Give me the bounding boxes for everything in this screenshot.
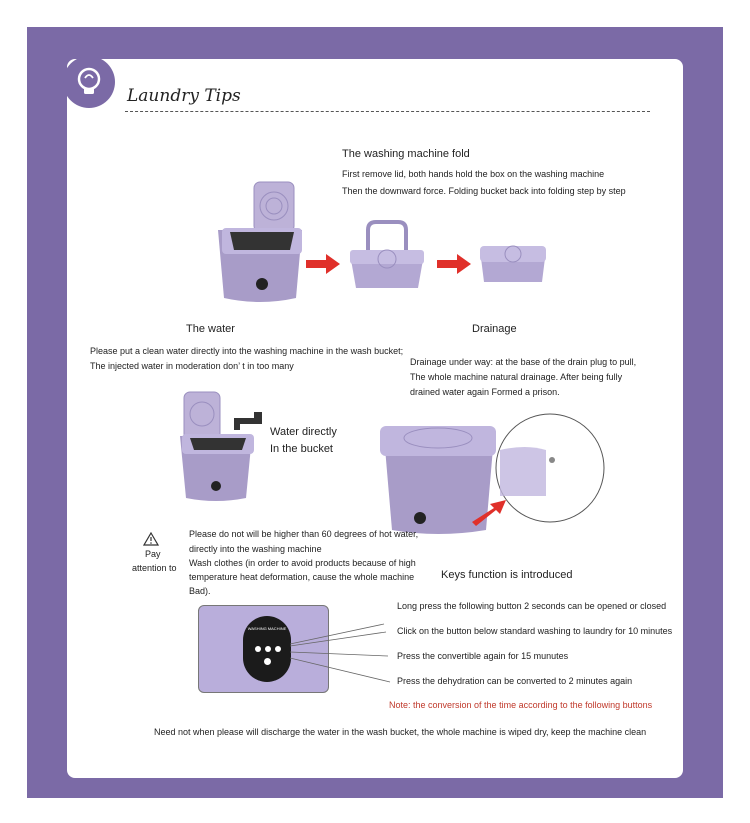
- warning-icon: [143, 532, 159, 546]
- panel-power-icon: [264, 658, 271, 665]
- drainage-machine-image: [376, 410, 610, 542]
- panel-button-icon: [255, 646, 261, 652]
- drainage-line-3: drained water again Formed a prison.: [410, 387, 560, 397]
- fold-line-2: Then the downward force. Folding bucket back into folding step by step: [342, 186, 626, 196]
- water-direct-line-1: Water directly: [270, 426, 337, 438]
- page-title: Laundry Tips: [127, 86, 241, 106]
- water-line-2: The injected water in moderation don’ t in too many: [90, 361, 294, 371]
- folded-machine-image: [476, 240, 550, 294]
- panel-button-icon: [265, 646, 271, 652]
- attention-label-1: Pay: [145, 549, 161, 559]
- key-item-3: Press the convertible again for 15 munutes: [397, 651, 569, 661]
- folding-machine-image: [346, 218, 428, 298]
- attention-label-2: attention to: [132, 563, 177, 573]
- title-divider: [125, 111, 650, 112]
- attention-line-5: Bad).: [189, 586, 211, 596]
- panel-brand-text: WASHING MACHINE: [247, 626, 287, 631]
- drainage-line-1: Drainage under way: at the base of the drain plug to pull,: [410, 357, 637, 367]
- drainage-heading: Drainage: [472, 323, 517, 335]
- faucet-icon: [234, 412, 262, 430]
- arrow-icon: [437, 254, 471, 274]
- arrow-icon: [306, 254, 340, 274]
- water-line-1: Please put a clean water directly into the washing machine in the wash bucket;: [90, 346, 404, 356]
- panel-button-icon: [275, 646, 281, 652]
- keys-heading: Keys function is introduced: [441, 569, 573, 581]
- drainage-line-2: The whole machine natural drainage. After being fully: [410, 372, 623, 382]
- fold-line-1: First remove lid, both hands hold the box on the washing machine: [342, 169, 605, 179]
- attention-line-3: Wash clothes (in order to avoid products because of high: [189, 558, 416, 568]
- lightbulb-badge: [63, 56, 115, 108]
- lightbulb-icon: [71, 64, 107, 100]
- footer-text: Need not when please will discharge the water in the wash bucket, the whole machine is wiped dry, keep the machine clean: [154, 727, 647, 737]
- attention-line-2: directly into the washing machine: [189, 544, 322, 554]
- attention-line-4: temperature heat deformation, cause the whole machine: [189, 572, 415, 582]
- keys-note: Note: the conversion of the time according to the following buttons: [389, 700, 653, 710]
- open-washing-machine-image: [212, 180, 308, 312]
- key-item-2: Click on the button below standard washing to laundry for 10 minutes: [397, 626, 673, 636]
- key-item-4: Press the dehydration can be converted to 2 minutes again: [397, 676, 633, 686]
- control-panel-face: [243, 616, 291, 682]
- water-heading: The water: [186, 323, 235, 335]
- water-direct-line-2: In the bucket: [270, 443, 333, 455]
- pointer-lines: [290, 618, 396, 688]
- attention-line-1: Please do not will be higher than 60 degrees of hot water,: [189, 529, 419, 539]
- fold-heading: The washing machine fold: [342, 148, 470, 160]
- key-item-1: Long press the following button 2 seconds can be opened or closed: [397, 601, 667, 611]
- water-filling-machine-image: [176, 390, 266, 508]
